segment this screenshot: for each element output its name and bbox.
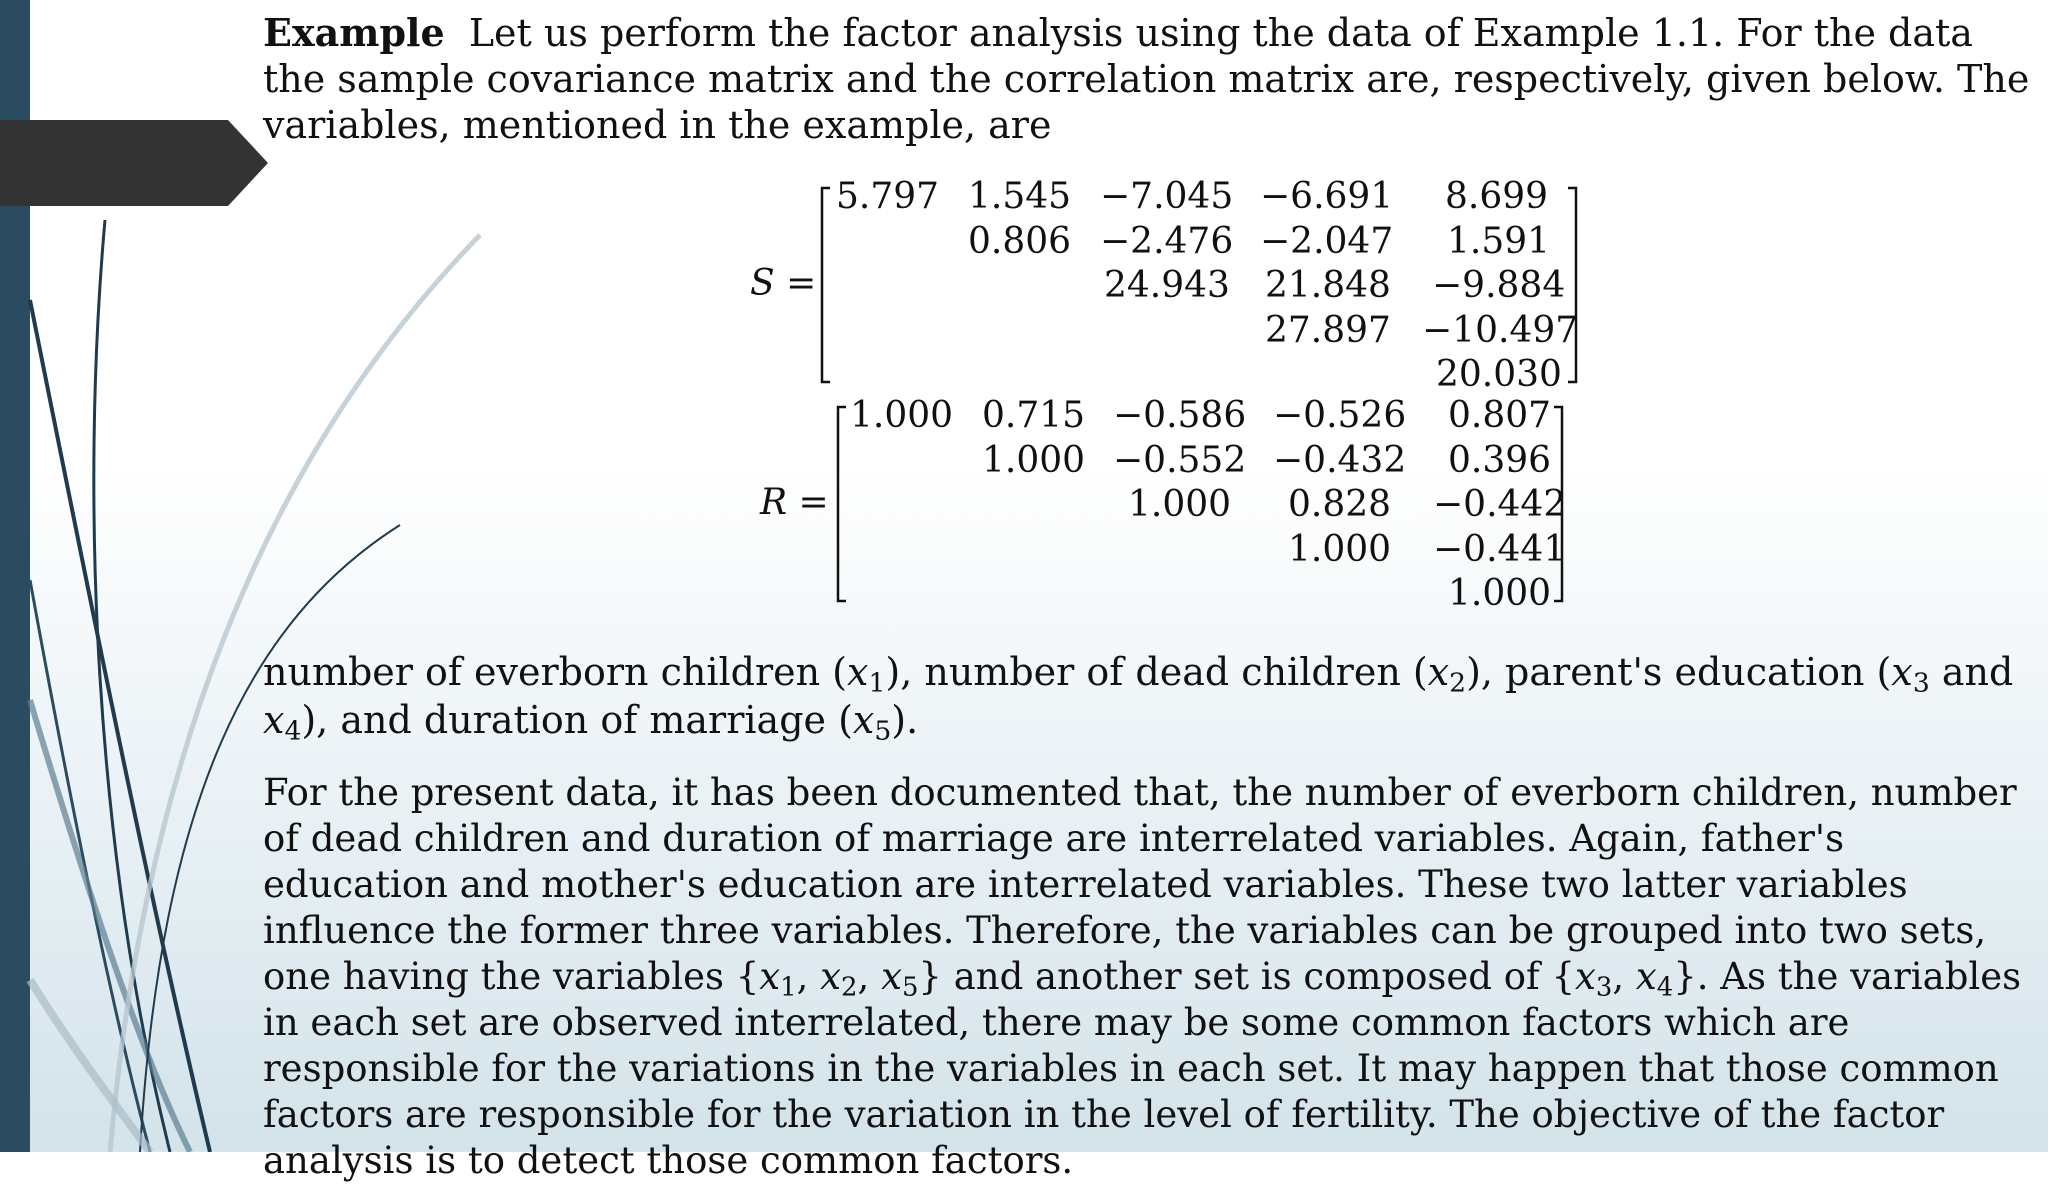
matrix-r-cell: 1.000 — [1288, 529, 1392, 570]
matrix-s-cell: 27.897 — [1265, 310, 1391, 351]
matrix-r-cell: −0.432 — [1273, 440, 1407, 481]
matrix-s-cell: 20.030 — [1436, 354, 1562, 395]
discussion-paragraph: For the present data, it has been documented that, the number of everborn children, number of dead children and duration of marriage are interrelated variables. Again, father's education and mother's education are interrelated variables. These two latter variables influence the former three variables. Therefore, the variables can be grouped into two sets, one having the variables {$x_1$, $x_2$, $x_5$} and another set is composed of {$x_3$, $x_4$}. As the variables in each set are observed interrelated, there may be some common factors which are responsible for the variations in the variables in each set. It may happen that those common factors are responsible for the variation in the level of fertility. The objective of the factor analysis is to detect those common factors. — [263, 771, 2022, 1182]
matrix-s-cell: 8.699 — [1445, 176, 1549, 217]
matrix-r-left-bracket — [836, 405, 846, 603]
matrix-s-label: S = — [750, 263, 817, 304]
matrix-r-cell: −0.441 — [1433, 529, 1567, 570]
matrix-s-cell: 24.943 — [1104, 265, 1230, 306]
matrix-r-cell: 0.715 — [982, 395, 1086, 436]
matrix-r-cell: 1.000 — [1128, 484, 1232, 525]
variables-paragraph: number of everborn children $(x_1)$, number of dead children $(x_2)$, parent's education ($x_3$ and $x_4$), and duration of marriage $(x_5)$. — [263, 650, 2014, 747]
matrix-s-cell: 5.797 — [836, 176, 940, 217]
matrix-r-cell: 1.000 — [1448, 573, 1552, 614]
matrix-s-cell: −2.047 — [1260, 221, 1394, 262]
matrix-s-cell: −9.884 — [1432, 265, 1566, 306]
matrix-s-cell: 0.806 — [968, 221, 1072, 262]
intro-text: Let us perform the factor analysis using the data of Example 1.1. For the data the sample covariance matrix and the correlation matrix are, respectively, given below. The variables, mentioned in the example, are — [263, 11, 2030, 147]
matrix-s-left-bracket — [820, 186, 830, 384]
intro-paragraph — [263, 10, 2033, 148]
matrix-r-cell: −0.586 — [1113, 395, 1247, 436]
matrix-r-cell: −0.526 — [1273, 395, 1407, 436]
matrix-s-cell: 21.848 — [1265, 265, 1391, 306]
matrix-r-label: R = — [760, 482, 829, 523]
matrix-s-cell: −10.497 — [1422, 310, 1579, 351]
matrix-r-cell: 1.000 — [982, 440, 1086, 481]
matrix-r-cell: 1.000 — [850, 395, 954, 436]
matrix-r-cell: −0.442 — [1433, 484, 1567, 525]
matrix-s-cell: 1.591 — [1447, 221, 1551, 262]
matrix-s-right-bracket — [1568, 186, 1578, 384]
matrix-s-cell: −2.476 — [1100, 221, 1234, 262]
tab-marker — [0, 120, 268, 206]
matrix-s-cell: −7.045 — [1100, 176, 1234, 217]
matrix-s-cell: 1.545 — [968, 176, 1072, 217]
matrix-r-cell: 0.396 — [1448, 440, 1552, 481]
slide-content — [263, 10, 2033, 148]
example-label: Example — [263, 10, 445, 55]
matrix-r-cell: 0.807 — [1448, 395, 1552, 436]
matrix-s-cell: −6.691 — [1260, 176, 1394, 217]
matrix-r-cell: 0.828 — [1288, 484, 1392, 525]
matrix-r-cell: −0.552 — [1113, 440, 1247, 481]
